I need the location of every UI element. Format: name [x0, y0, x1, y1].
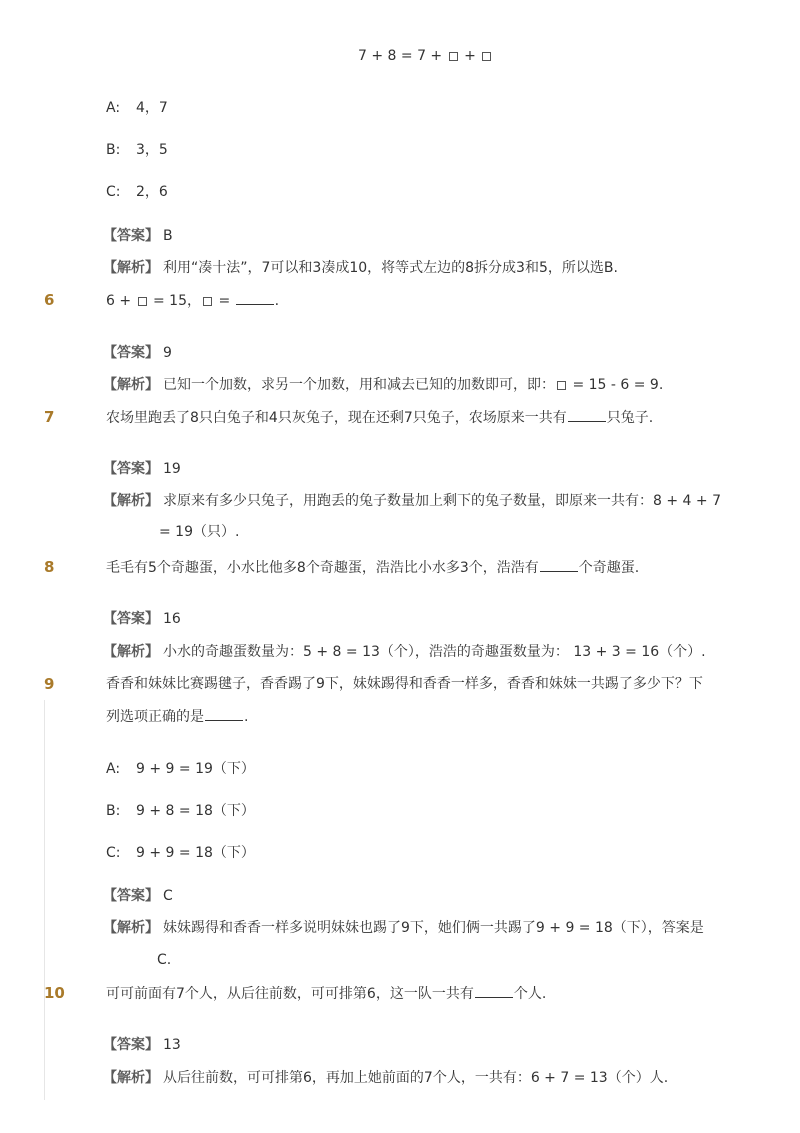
blank-box: [203, 297, 212, 306]
question-number: 9: [44, 675, 55, 693]
margin-rule: [44, 700, 45, 1100]
analysis-line: 【解析】 妹妹踢得和香香一样多说明妹妹也踢了9下，她们俩一共踢了9 + 9 = 18（下），答案是: [103, 920, 704, 936]
answer-blank: [475, 983, 513, 998]
option-a: A: 9 + 9 = 19（下）: [106, 761, 255, 777]
question-stem: 香香和妹妹比赛踢毽子，香香踢了9下，妹妹踢得和香香一样多，香香和妹妹一共踢了多少下？下: [106, 676, 703, 692]
equation-text: +: [459, 48, 481, 64]
analysis-line: 【解析】 利用“凑十法”，7可以和3凑成10，将等式左边的8拆分成3和5，所以选B.: [103, 260, 618, 276]
analysis-line: 【解析】 从后往前数，可可排第6，再加上她前面的7个人，一共有：6 + 7 = 13（个）人.: [103, 1070, 669, 1086]
question-number: 6: [44, 291, 55, 309]
blank-box: [138, 297, 147, 306]
answer-blank: [236, 290, 274, 305]
question-stem: 可可前面有7个人，从后往前数，可可排第6，这一队一共有 个人.: [106, 983, 546, 1004]
question-stem: 6 + = 15， = .: [106, 290, 279, 311]
question-number: 8: [44, 558, 55, 576]
analysis-line: 【解析】 小水的奇趣蛋数量为：5 + 8 = 13（个），浩浩的奇趣蛋数量为： 13 + 3 = 16（个）.: [103, 644, 706, 660]
equation-text: 7 + 8 = 7 +: [358, 48, 447, 64]
option-a: A: 4，7: [106, 100, 168, 116]
analysis-line: 【解析】 求原来有多少只兔子，用跑丢的兔子数量加上剩下的兔子数量，即原来一共有：8 + 4 + 7: [103, 493, 721, 509]
equation-line: [358, 46, 493, 66]
blank-box: [482, 52, 491, 61]
option-b: B: 3，5: [106, 142, 168, 158]
answer-line: 【答案】 B: [103, 228, 173, 244]
question-stem: 毛毛有5个奇趣蛋，小水比他多8个奇趣蛋，浩浩比小水多3个，浩浩有 个奇趣蛋.: [106, 557, 639, 578]
answer-blank: [540, 557, 578, 572]
answer-line: 【答案】 C: [103, 888, 173, 904]
question-stem: 农场里跑丢了8只白兔子和4只灰兔子，现在还剩7只兔子，农场原来一共有 只兔子.: [106, 407, 653, 428]
blank-box: [557, 381, 566, 390]
answer-line: 【答案】 9: [103, 345, 172, 361]
blank-box: [449, 52, 458, 61]
answer-line: 【答案】 13: [103, 1037, 181, 1053]
analysis-line-cont: C.: [157, 952, 172, 968]
answer-blank: [205, 706, 243, 721]
option-c: C: 2，6: [106, 184, 168, 200]
question-stem-cont: 列选项正确的是 .: [106, 706, 248, 727]
analysis-line-cont: = 19（只）.: [159, 524, 240, 540]
answer-line: 【答案】 19: [103, 461, 181, 477]
option-c: C: 9 + 9 = 18（下）: [106, 845, 255, 861]
question-number: 7: [44, 408, 55, 426]
answer-blank: [568, 407, 606, 422]
answer-line: 【答案】 16: [103, 611, 181, 627]
option-b: B: 9 + 8 = 18（下）: [106, 803, 255, 819]
analysis-line: 【解析】 已知一个加数，求另一个加数，用和减去已知的加数即可，即： = 15 - 6 = 9.: [103, 377, 664, 393]
question-number: 10: [44, 984, 65, 1002]
